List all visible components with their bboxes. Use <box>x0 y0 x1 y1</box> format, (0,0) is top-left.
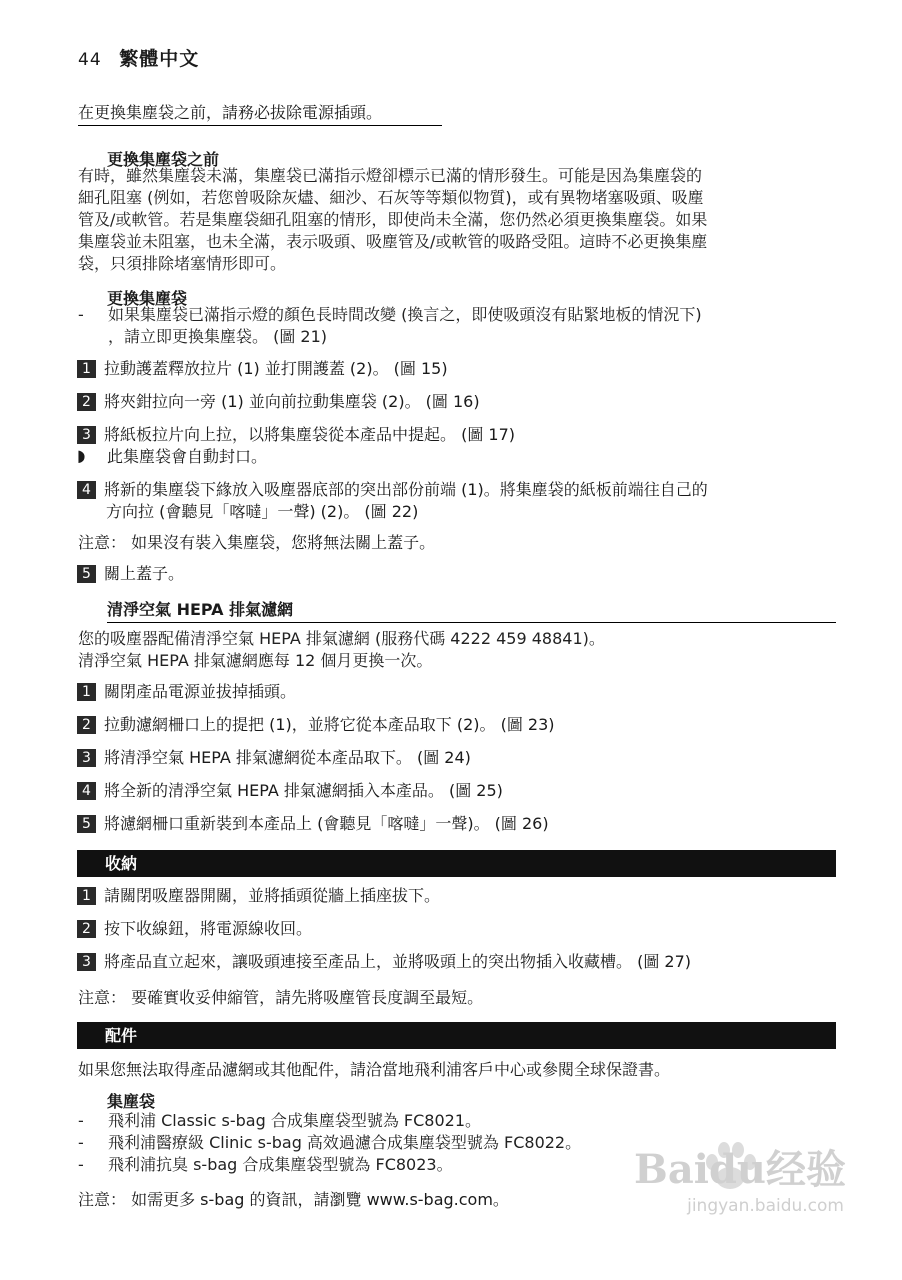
list-item-text: 飛利浦抗臭 s-bag 合成集塵袋型號為 FC8023。 <box>108 1155 453 1174</box>
step-item <box>77 813 549 835</box>
note-text: 注意： 如果沒有裝入集塵袋，您將無法關上蓋子。 <box>78 533 436 552</box>
result-marker-icon: ◗ <box>77 446 86 465</box>
step-number-badge: 2 <box>77 716 96 734</box>
section-title-hepa: 清淨空氣 HEPA 排氣濾網 <box>107 597 836 623</box>
section-title-before-replace: 更換集塵袋之前 <box>107 150 220 169</box>
step-number-badge: 3 <box>77 426 96 444</box>
accessories-intro: 如果您無法取得產品濾網或其他配件，請洽當地飛利浦客戶中心或參閱全球保證書。 <box>78 1060 671 1079</box>
step-text: 將新的集塵袋下緣放入吸塵器底部的突出部份前端 (1)。將集塵袋的紙板前端往自己的 <box>104 480 708 499</box>
step-text: 將紙板拉片向上拉，以將集塵袋從本產品中提起。 (圖 17) <box>104 425 516 444</box>
paragraph-hepa <box>78 628 838 672</box>
step-text: 拉動護蓋釋放拉片 (1) 並打開護蓋 (2)。 (圖 15) <box>104 359 448 378</box>
step-number-badge: 4 <box>77 782 96 800</box>
dash-marker: - <box>78 1111 84 1130</box>
dash-marker: - <box>78 305 84 324</box>
step-item <box>77 747 471 769</box>
note-text: 注意： 要確實收妥伸縮管，請先將吸塵管長度調至最短。 <box>78 988 484 1007</box>
result-text: 此集塵袋會自動封口。 <box>107 447 268 466</box>
list-item-text: 飛利浦醫療級 Clinic s-bag 高效過濾合成集塵袋型號為 FC8022。 <box>108 1133 582 1152</box>
step-text: 請關閉吸塵器開關，並將插頭從牆上插座拔下。 <box>104 886 441 905</box>
step-number-badge: 1 <box>77 683 96 701</box>
paragraph-line: 清淨空氣 HEPA 排氣濾網應每 12 個月更換一次。 <box>78 651 433 670</box>
replace-bag-bullet <box>78 304 838 348</box>
dash-marker: - <box>78 1155 84 1174</box>
step-item <box>77 424 515 446</box>
paragraph-line: 細孔阻塞 (例如，若您曾吸除灰燼、細沙、石灰等等類似物質)，或有異物堵塞吸頭、吸塵 <box>78 188 704 207</box>
step-text-cont: 方向拉 (會聽見「喀噠」一聲) (2)。 (圖 22) <box>106 502 419 521</box>
step-text: 關上蓋子。 <box>104 564 185 583</box>
step-item <box>77 951 691 973</box>
step-text: 拉動濾網柵口上的提把 (1)，並將它從本產品取下 (2)。 (圖 23) <box>104 715 555 734</box>
dash-marker: - <box>78 1133 84 1152</box>
watermark-logo: Baidu经验 <box>634 1146 846 1193</box>
step-text: 將清淨空氣 HEPA 排氣濾網從本產品取下。 (圖 24) <box>104 748 471 767</box>
section-bar-accessories <box>77 1022 836 1049</box>
step-item <box>77 780 503 802</box>
language-label: 繁體中文 <box>119 48 200 70</box>
warning-text: 在更換集塵袋之前，請務必拔除電源插頭。 <box>78 100 442 126</box>
bullet-text-cont: ，請立即更換集塵袋。 (圖 21) <box>108 327 328 346</box>
page-header <box>78 44 199 71</box>
paragraph-line: 管及/或軟管。若是集塵袋細孔阻塞的情形，即使尚未全滿，您仍然必須更換集塵袋。如果 <box>78 210 708 229</box>
paragraph-before-replace <box>78 165 838 275</box>
step-number-badge: 1 <box>77 360 96 378</box>
result-item <box>77 446 267 468</box>
subsection-title-bags: 集塵袋 <box>107 1092 156 1111</box>
step-number-badge: 3 <box>77 953 96 971</box>
step-item <box>77 885 440 907</box>
step-text: 關閉產品電源並拔掉插頭。 <box>104 682 297 701</box>
section-bar-storage <box>77 850 836 877</box>
step-item <box>77 391 480 413</box>
list-item-text: 飛利浦 Classic s-bag 合成集塵袋型號為 FC8021。 <box>108 1111 482 1130</box>
step-number-badge: 5 <box>77 565 96 583</box>
paragraph-line: 有時，雖然集塵袋未滿，集塵袋已滿指示燈卻標示已滿的情形發生。可能是因為集塵袋的 <box>78 166 703 185</box>
section-title-accessories: 配件 <box>105 1026 138 1045</box>
paragraph-line: 您的吸塵器配備清淨空氣 HEPA 排氣濾網 (服務代碼 4222 459 48841)。 <box>78 629 605 648</box>
step-item <box>77 479 708 523</box>
watermark-url: jingyan.baidu.com <box>687 1196 844 1216</box>
step-item <box>77 563 184 585</box>
step-text: 按下收線鈕，將電源線收回。 <box>104 919 313 938</box>
step-number-badge: 5 <box>77 815 96 833</box>
step-text: 將夾鉗拉向一旁 (1) 並向前拉動集塵袋 (2)。 (圖 16) <box>104 392 480 411</box>
step-text: 將濾網柵口重新裝到本產品上 (會聽見「喀噠」一聲)。 (圖 26) <box>104 814 549 833</box>
step-number-badge: 1 <box>77 887 96 905</box>
step-text: 將產品直立起來，讓吸頭連接至產品上，並將吸頭上的突出物插入收藏槽。 (圖 27) <box>104 952 692 971</box>
paragraph-line: 集塵袋並未阻塞，也未全滿，表示吸頭、吸塵管及/或軟管的吸路受阻。這時不必更換集塵 <box>78 232 708 251</box>
step-number-badge: 2 <box>77 393 96 411</box>
step-item <box>77 681 296 703</box>
step-number-badge: 3 <box>77 749 96 767</box>
step-number-badge: 4 <box>77 481 96 499</box>
step-number-badge: 2 <box>77 920 96 938</box>
bullet-text: 如果集塵袋已滿指示燈的顏色長時間改變 (換言之，即使吸頭沒有貼緊地板的情況下) <box>108 305 702 324</box>
list-item <box>78 1110 838 1132</box>
section-title-storage: 收納 <box>105 854 138 873</box>
paragraph-line: 袋，只須排除堵塞情形即可。 <box>78 254 287 273</box>
page-number: 44 <box>78 50 102 70</box>
note-text: 注意： 如需更多 s-bag 的資訊，請瀏覽 www.s-bag.com。 <box>78 1190 509 1209</box>
step-item <box>77 714 555 736</box>
step-item <box>77 918 312 940</box>
step-text: 將全新的清淨空氣 HEPA 排氣濾網插入本產品。 (圖 25) <box>104 781 503 800</box>
step-item <box>77 358 448 380</box>
section-title-replace-bag: 更換集塵袋 <box>107 289 188 308</box>
